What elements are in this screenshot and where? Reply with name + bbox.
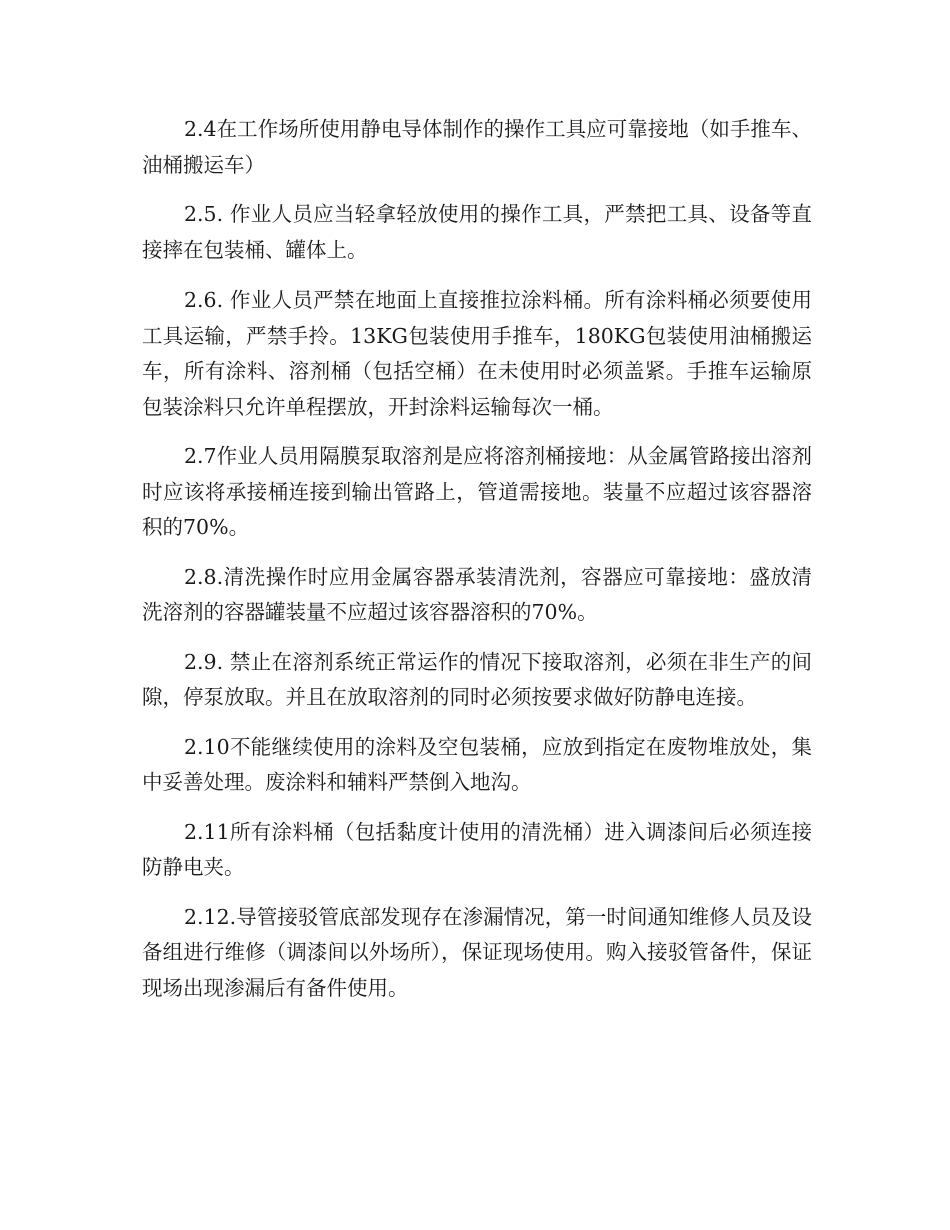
document-body — [142, 112, 812, 1020]
paragraph-2-4: 2.4在工作场所使用静电导体制作的操作工具应可靠接地（如手推车、油桶搬运车） — [142, 117, 812, 177]
paragraph-2-8: 2.8.清洗操作时应用金属容器承装清洗剂，容器应可靠接地：盛放清洗溶剂的容器罐装量不应超过该容器溶积的70%。 — [142, 564, 812, 624]
paragraph-2-5: 2.5. 作业人员应当轻拿轻放使用的操作工具，严禁把工具、设备等直接摔在包装桶、罐体上。 — [142, 202, 812, 262]
paragraph-2-12: 2.12.导管接驳管底部发现存在渗漏情况，第一时间通知维修人员及设备组进行维修（调漆间以外场所），保证现场使用。购入接驳管备件，保证现场出现渗漏后有备件使用。 — [142, 904, 812, 1000]
paragraph-2-9: 2.9. 禁止在溶剂系统正常运作的情况下接取溶剂，必须在非生产的间隙，停泵放取。并且在放取溶剂的同时必须按要求做好防静电连接。 — [142, 649, 812, 709]
paragraph-2-11: 2.11所有涂料桶（包括黏度计使用的清洗桶）进入调漆间后必须连接防静电夹。 — [142, 819, 812, 879]
paragraph-2-10: 2.10不能继续使用的涂料及空包装桶，应放到指定在废物堆放处，集中妥善处理。废涂料和辅料严禁倒入地沟。 — [142, 734, 812, 794]
paragraph-2-7: 2.7作业人员用隔膜泵取溶剂是应将溶剂桶接地：从金属管路接出溶剂时应该将承接桶连接到输出管路上，管道需接地。装量不应超过该容器溶积的70%。 — [142, 444, 812, 539]
paragraph-2-6: 2.6. 作业人员严禁在地面上直接推拉涂料桶。所有涂料桶必须要使用工具运输，严禁手拎。13KG包装使用手推车，180KG包装使用油桶搬运车，所有涂料、溶剂桶（包括空桶）在未使用时必须盖紧。手推车运输原包装涂料只允许单程摆放，开封涂料运输每次一桶。 — [142, 288, 812, 419]
